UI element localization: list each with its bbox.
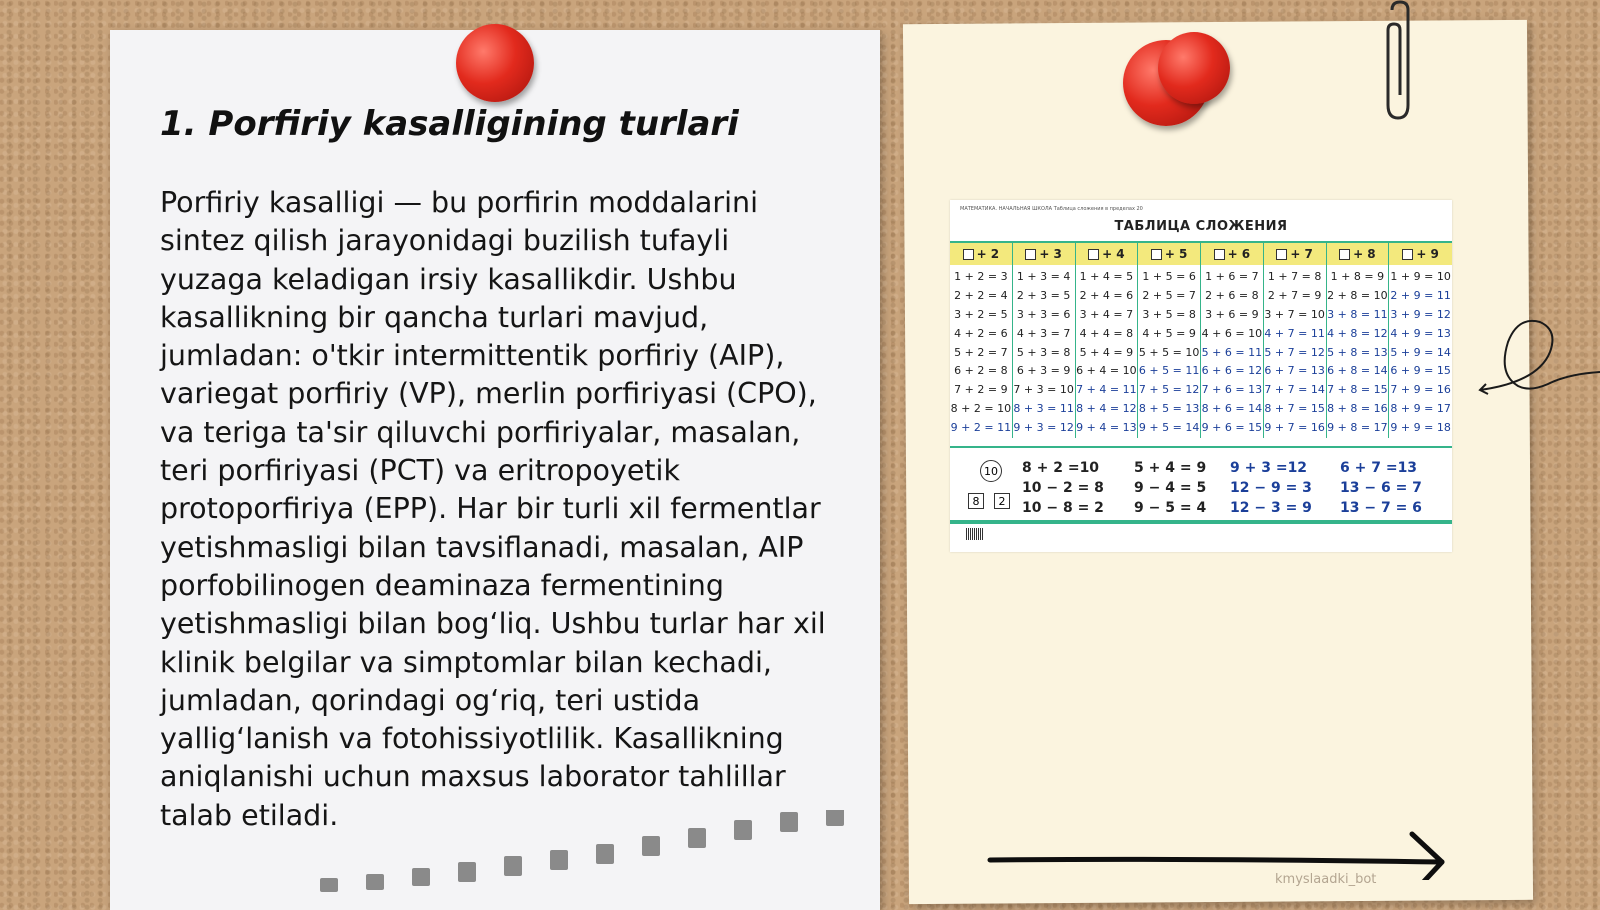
table-cell: 1 + 3 = 4 (1016, 270, 1071, 283)
table-cell: 8 + 3 = 11 (1013, 402, 1074, 416)
table-cell: 7 + 8 = 15 (1327, 383, 1388, 397)
column-header: + 5 (1138, 243, 1200, 265)
table-cell: 3 + 5 = 8 (1142, 307, 1196, 321)
example-equations: 8 + 2 =10 10 − 2 = 8 10 − 8 = 2 (1022, 460, 1104, 516)
table-cell: 8 + 8 = 16 (1327, 402, 1388, 416)
table-cell: 2 + 7 = 9 (1267, 288, 1322, 302)
table-title: ТАБЛИЦА СЛОЖЕНИЯ (1114, 219, 1288, 234)
table-cell: 9 + 4 = 13 (1076, 421, 1137, 435)
divider (950, 520, 1452, 524)
table-cell: 5 + 3 = 8 (1016, 345, 1071, 359)
table-cell: 2 + 5 = 7 (1142, 288, 1196, 302)
slide-title: 1. Porfiriy kasalligining turlari (160, 104, 739, 144)
table-cell: 6 + 9 = 15 (1390, 364, 1451, 378)
spiral-binding-decoration (300, 810, 870, 900)
number-box: 2 (994, 493, 1010, 509)
decomposition-examples (950, 452, 1452, 522)
table-cell: 5 + 2 = 7 (954, 345, 1008, 359)
table-cell: 7 + 6 = 13 (1201, 383, 1263, 397)
number-circle: 10 (980, 460, 1002, 482)
table-cell: 1 + 7 = 8 (1267, 270, 1322, 283)
slide-body-text: Porfiriy kasalligi — bu porfirin moddalarini sintez qilish jarayonidagi buzilish tufayli yuzaga keladigan irsiy kasallikdir. Ushbu kasallikning bir qancha turlari mavjud, jumladan: o'tkir intermittentik porfiriy (AIP), variegat porfiriy (VP), merlin porfiriyasi (CPO), va teriga ta'sir qiluvchi porfiriyalar, masalan, teri porfiriyasi (PCT) va eritropoyetik protoporfiriya (EPP). Har bir turli xil fermentlar yetishmasligi bilan tavsiflanadi, masalan, AIP porfobilinogen deaminaza fermentining yetishmasligi bilan bog‘liq. Ushbu turlar har xil klinik belgilar va simptomlar bilan kechadi, jumladan, qorindagi og‘riq, teri ustida yallig‘lanish va fotohissiyotlilik. Kasallikning aniqlanishi uchun maxsus laborator tahlillar talab etiladi. (160, 186, 826, 832)
table-cell: 3 + 4 = 7 (1079, 307, 1134, 321)
table-cell: 9 + 9 = 18 (1390, 421, 1451, 435)
table-cell: 2 + 6 = 8 (1205, 288, 1259, 302)
example-equations: 6 + 7 =13 13 − 6 = 7 13 − 7 = 6 (1340, 460, 1422, 516)
table-cell: 7 + 7 = 14 (1264, 383, 1325, 397)
table-cell: 3 + 6 = 9 (1205, 307, 1259, 321)
table-cell: 6 + 2 = 8 (954, 364, 1008, 378)
table-cell: 4 + 3 = 7 (1016, 326, 1071, 340)
table-cell: 4 + 4 = 8 (1079, 326, 1134, 340)
table-column (950, 243, 1013, 438)
column-header: + 2 (950, 243, 1012, 265)
table-cell: 1 + 8 = 9 (1330, 270, 1385, 283)
table-cell: 4 + 9 = 13 (1390, 326, 1451, 340)
example-equations: 5 + 4 = 9 9 − 4 = 5 9 − 5 = 4 (1134, 460, 1207, 516)
table-cell: 8 + 9 = 17 (1390, 402, 1451, 416)
table-cell: 4 + 8 = 12 (1327, 326, 1388, 340)
table-cell: 5 + 7 = 12 (1264, 345, 1325, 359)
table-cell: 6 + 6 = 12 (1201, 364, 1263, 378)
table-cell: 3 + 2 = 5 (954, 307, 1008, 321)
table-cell: 2 + 2 = 4 (954, 288, 1008, 302)
column-header: + 8 (1327, 243, 1389, 265)
table-cell: 2 + 9 = 11 (1390, 288, 1451, 302)
table-cell: 1 + 9 = 10 (1390, 270, 1451, 283)
arrow-right-icon (980, 820, 1450, 880)
table-cell: 4 + 6 = 10 (1201, 326, 1263, 340)
table-cell: 5 + 6 = 11 (1201, 345, 1263, 359)
table-cell: 5 + 9 = 14 (1390, 345, 1451, 359)
table-cell: 2 + 3 = 5 (1016, 288, 1071, 302)
column-header: + 7 (1264, 243, 1326, 265)
column-header: + 6 (1201, 243, 1263, 265)
table-cell: 9 + 7 = 16 (1264, 421, 1325, 435)
table-cell: 7 + 5 = 12 (1138, 383, 1200, 397)
table-cell: 1 + 6 = 7 (1205, 270, 1259, 283)
divider (950, 446, 1452, 448)
table-cell: 8 + 2 = 10 (950, 402, 1012, 416)
table-cell: 1 + 2 = 3 (954, 270, 1008, 283)
addition-grid (950, 243, 1452, 438)
table-cell: 2 + 4 = 6 (1079, 288, 1134, 302)
table-cell: 6 + 4 = 10 (1076, 364, 1137, 378)
table-cell: 3 + 3 = 6 (1016, 307, 1071, 321)
table-cell: 6 + 8 = 14 (1327, 364, 1388, 378)
table-cell: 3 + 7 = 10 (1264, 307, 1325, 321)
table-cell: 5 + 8 = 13 (1327, 345, 1388, 359)
table-cell: 4 + 7 = 11 (1264, 326, 1325, 340)
table-cell: 4 + 2 = 6 (954, 326, 1008, 340)
table-column (1389, 243, 1452, 438)
table-cell: 9 + 8 = 17 (1327, 421, 1388, 435)
table-header-small: МАТЕМАТИКА. НАЧАЛЬНАЯ ШКОЛА Таблица сложения в пределах 20 (960, 206, 1143, 212)
table-cell: 9 + 3 = 12 (1013, 421, 1074, 435)
table-cell: 4 + 5 = 9 (1142, 326, 1196, 340)
curly-arrow-doodle-icon (1478, 312, 1600, 402)
barcode-icon (966, 528, 984, 540)
table-cell: 8 + 5 = 13 (1138, 402, 1200, 416)
example-equations: 9 + 3 =12 12 − 9 = 3 12 − 3 = 9 (1230, 460, 1312, 516)
column-header: + 4 (1076, 243, 1138, 265)
red-pushpin-icon (456, 24, 534, 102)
table-cell: 2 + 8 = 10 (1327, 288, 1388, 302)
table-column (1327, 243, 1390, 438)
table-cell: 6 + 5 = 11 (1138, 364, 1200, 378)
column-header: + 3 (1013, 243, 1075, 265)
number-box: 8 (968, 493, 984, 509)
table-column (1013, 243, 1076, 438)
table-column (1076, 243, 1139, 438)
table-cell: 9 + 2 = 11 (950, 421, 1012, 435)
table-cell: 7 + 9 = 16 (1390, 383, 1451, 397)
table-cell: 9 + 6 = 15 (1201, 421, 1263, 435)
column-header: + 9 (1389, 243, 1452, 265)
table-cell: 7 + 2 = 9 (954, 383, 1008, 397)
table-cell: 3 + 9 = 12 (1390, 307, 1451, 321)
table-column (1138, 243, 1201, 438)
table-cell: 8 + 4 = 12 (1076, 402, 1137, 416)
table-cell: 5 + 4 = 9 (1079, 345, 1134, 359)
table-cell: 7 + 4 = 11 (1076, 383, 1137, 397)
table-cell: 1 + 5 = 6 (1142, 270, 1196, 283)
table-column (1201, 243, 1264, 438)
table-cell: 6 + 7 = 13 (1264, 364, 1325, 378)
table-cell: 5 + 5 = 10 (1138, 345, 1200, 359)
table-cell: 6 + 3 = 9 (1016, 364, 1071, 378)
table-column (1264, 243, 1327, 438)
addition-table-image (950, 200, 1452, 552)
table-cell: 8 + 7 = 15 (1264, 402, 1325, 416)
table-cell: 8 + 6 = 14 (1201, 402, 1263, 416)
paperclip-icon (1380, 0, 1420, 125)
table-cell: 1 + 4 = 5 (1079, 270, 1134, 283)
table-cell: 7 + 3 = 10 (1013, 383, 1074, 397)
watermark: kmyslaadki_bot (1275, 872, 1377, 887)
red-pushpin-icon (1158, 32, 1230, 104)
table-cell: 9 + 5 = 14 (1138, 421, 1200, 435)
table-cell: 3 + 8 = 11 (1327, 307, 1388, 321)
